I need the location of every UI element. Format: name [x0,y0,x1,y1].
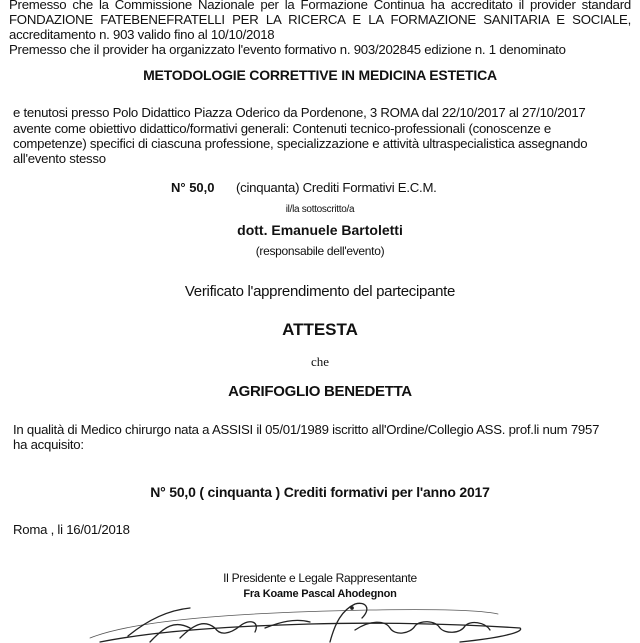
preamble-line-4: Premesso che il provider ha organizzato l'evento formativo n. 903/202845 edizione n. 1 denominato [9,42,566,57]
participant-details-line-1: In qualità di Medico chirurgo nata a ASSISI il 05/01/1989 iscritto all'Ordine/Collegio ASS. prof.li num 7957 [13,422,600,437]
credits-text: (cinquanta) Crediti Formativi E.C.M. [236,180,437,195]
responsible-role: (responsabile dell'evento) [255,244,385,258]
responsible-name: dott. Emanuele Bartoletti [237,222,403,238]
credits-number: N° 50,0 [171,180,215,195]
preamble-line-2: FONDAZIONE FATEBENEFRATELLI PER LA RICERCA E LA FORMAZIONE SANITARIA E SOCIALE, [9,12,631,27]
event-details-line-1: e tenutosi presso Polo Didattico Piazza Oderico da Pordenone, 3 ROMA dal 22/10/2017 al 27/10/2017 [13,105,586,120]
place-date: Roma , li 16/01/2018 [13,522,130,537]
verification-text: Verificato l'apprendimento del partecipante [184,283,456,300]
che-text: che [310,354,330,369]
event-details-line-2: avente come obiettivo didattico/formativi generali: Contenuti tecnico-professionali (conoscenze e [13,121,551,136]
preamble-line-1: Premesso che la Commissione Nazionale per la Formazione Continua ha accreditato il provider standard [9,0,631,12]
acquired-credits: N° 50,0 ( cinquanta ) Crediti formativi per l'anno 2017 [150,484,490,500]
event-title: METODOLOGIE CORRETTIVE IN MEDICINA ESTETICA [143,67,497,83]
signatory-title: Il Presidente e Legale Rappresentante [223,571,417,585]
event-details-line-4: all'evento stesso [13,151,106,166]
preamble-line-3: accreditamento n. 903 valido fino al 10/10/2018 [9,27,275,42]
participant-details-line-2: ha acquisito: [13,437,84,452]
undersigned-label: il/la sottoscritto/a [285,204,355,215]
handwritten-signature [80,598,560,643]
signatory-name: Fra Koame Pascal Ahodegnon [243,588,397,600]
participant-name: AGRIFOGLIO BENEDETTA [228,383,412,400]
event-details-line-3: competenze) specifici di ciascuna professione, specializzazione e attività ultraspecialistica assegnando [13,136,588,151]
attesta-heading: ATTESTA [282,320,358,339]
